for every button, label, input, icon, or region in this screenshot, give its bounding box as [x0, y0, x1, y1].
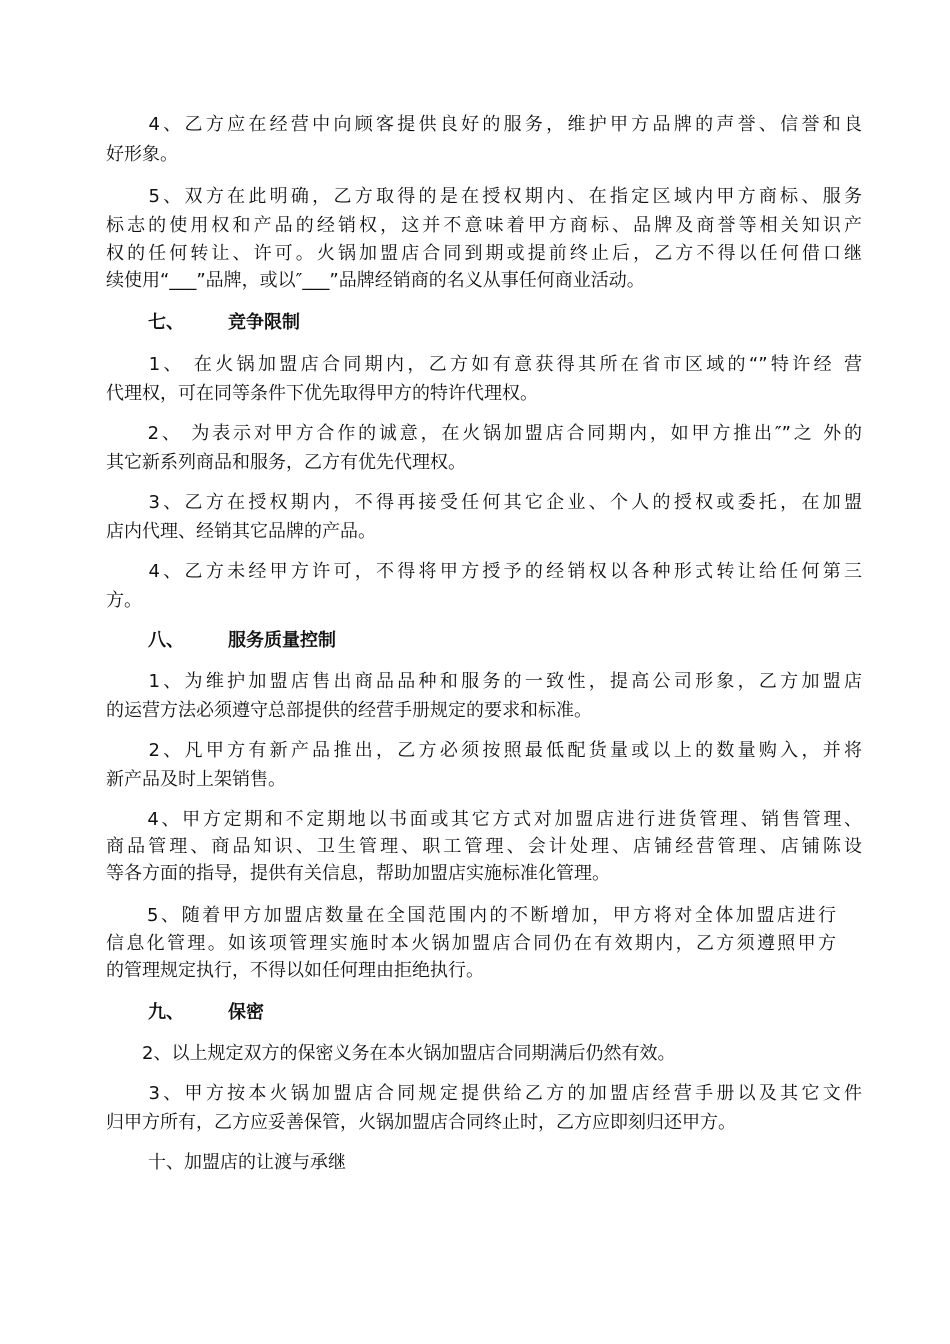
- paragraph-line: 的管理规定执行，不得以如任何理由拒绝执行。: [106, 960, 484, 981]
- section-title: 服务质量控制: [228, 630, 336, 651]
- paragraph-line: 商品管理、商品知识、卫生管理、职工管理、会计处理、店铺经营管理、店铺陈设: [106, 836, 862, 857]
- paragraph-line: 1、 在火锅加盟店合同期内，乙方如有意获得其所在省市区域的“”特许经 营: [106, 354, 862, 375]
- paragraph-line: 代理权，可在同等条件下优先取得甲方的特许代理权。: [106, 383, 538, 404]
- section-heading-7: [148, 309, 300, 337]
- section-heading-9: [148, 999, 264, 1027]
- paragraph-line: 2、以上规定双方的保密义务在本火锅加盟店合同期满后仍然有效。: [106, 1043, 676, 1064]
- paragraph-line: 3、乙方在授权期内，不得再接受任何其它企业、个人的授权或委托，在加盟: [106, 492, 862, 513]
- paragraph-line: 5、双方在此明确，乙方取得的是在授权期内、在指定区域内甲方商标、服务: [106, 186, 862, 207]
- paragraph-line: 4、乙方应在经营中向顾客提供良好的服务，维护甲方品牌的声誉、信誉和良: [106, 114, 862, 135]
- paragraph-line: 5、随着甲方加盟店数量在全国范围内的不断增加，甲方将对全体加盟店进行: [106, 905, 836, 926]
- paragraph-line: 的运营方法必须遵守总部提供的经营手册规定的要求和标准。: [106, 700, 592, 721]
- section-number: 七、: [148, 312, 184, 333]
- section-number: 九、: [148, 1002, 184, 1023]
- section-title: 保密: [228, 1002, 264, 1023]
- paragraph-line: 好形象。: [106, 144, 178, 165]
- section-heading-10: 十、加盟店的让渡与承继: [148, 1152, 346, 1173]
- paragraph-line: 续使用“___”品牌，或以″___”品牌经销商的名义从事任何商业活动。: [106, 270, 645, 291]
- section-number: 八、: [148, 630, 184, 651]
- paragraph-line: 店内代理、经销其它品牌的产品。: [106, 521, 376, 542]
- paragraph-line: 信息化管理。如该项管理实施时本火锅加盟店合同仍在有效期内，乙方须遵照甲方: [106, 933, 836, 954]
- paragraph-line: 权的任何转让、许可。火锅加盟店合同到期或提前终止后，乙方不得以任何借口继: [106, 243, 862, 264]
- paragraph-line: 1、为维护加盟店售出商品品种和服务的一致性，提高公司形象，乙方加盟店: [106, 671, 862, 692]
- paragraph-line: 2、 为表示对甲方合作的诚意，在火锅加盟店合同期内，如甲方推出″”之 外的: [106, 423, 862, 444]
- section-heading-8: [148, 627, 336, 655]
- section-title: 竞争限制: [228, 312, 300, 333]
- paragraph-line: 归甲方所有，乙方应妥善保管，火锅加盟店合同终止时，乙方应即刻归还甲方。: [106, 1112, 736, 1133]
- paragraph-line: 4、甲方定期和不定期地以书面或其它方式对加盟店进行进货管理、销售管理、: [106, 809, 862, 830]
- paragraph-line: 其它新系列商品和服务，乙方有优先代理权。: [106, 452, 466, 473]
- paragraph-line: 3、甲方按本火锅加盟店合同规定提供给乙方的加盟店经营手册以及其它文件: [106, 1083, 862, 1104]
- paragraph-line: 新产品及时上架销售。: [106, 769, 286, 790]
- paragraph-line: 方。: [106, 590, 142, 611]
- paragraph-line: 等各方面的指导，提供有关信息，帮助加盟店实施标准化管理。: [106, 863, 610, 884]
- paragraph-line: 2、凡甲方有新产品推出，乙方必须按照最低配货量或以上的数量购入，并将: [106, 740, 862, 761]
- paragraph-line: 4、乙方未经甲方许可，不得将甲方授予的经销权以各种形式转让给任何第三: [106, 561, 862, 582]
- paragraph-line: 标志的使用权和产品的经销权，这并不意味着甲方商标、品牌及商誉等相关知识产: [106, 215, 862, 236]
